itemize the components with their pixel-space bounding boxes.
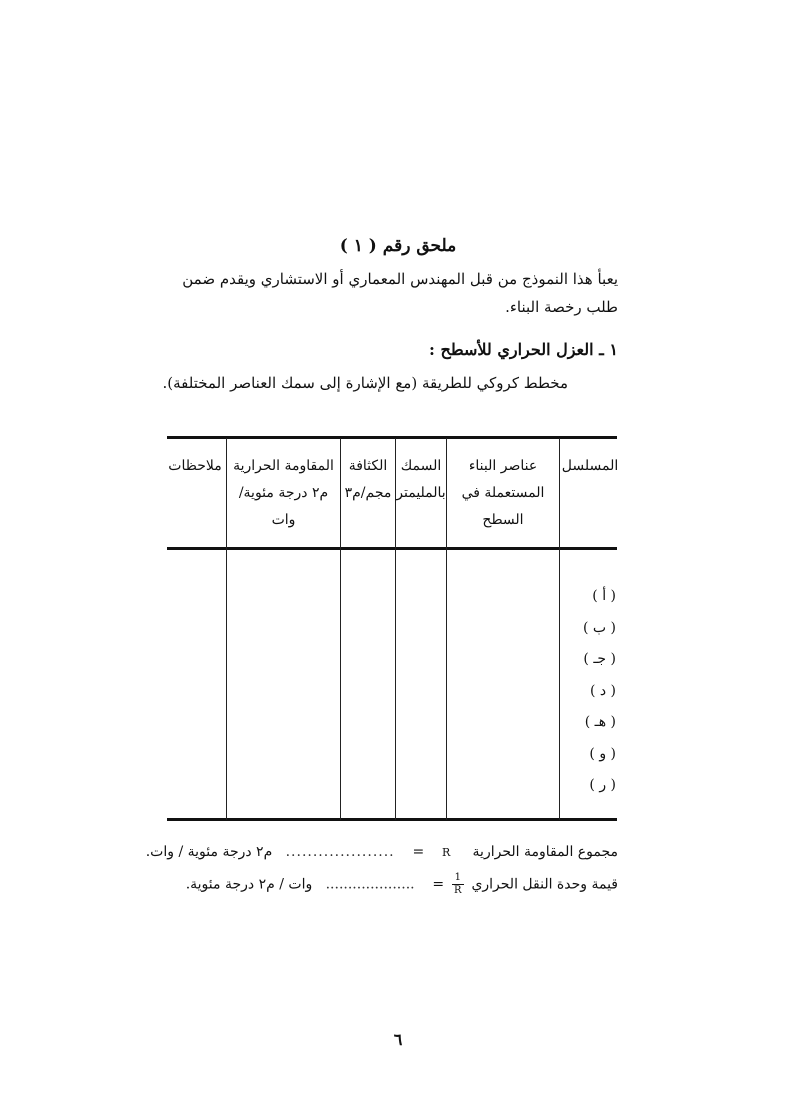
page-number: ٦ [393,1030,403,1049]
row-label: ( ب ) [582,620,616,636]
u-value-unit: وات / م٢ درجة مئوية. [185,876,313,893]
table-bottom-rule [167,818,617,821]
header-thickness: السمك بالمليمتر [396,458,446,501]
total-resistance-line [146,844,618,860]
header-serial: المسلسل [561,458,619,474]
row-label: ( هـ ) [584,714,616,730]
header-thermal-resistance: المقاومة الحرارية م٢ درجة مئوية/ وات [233,458,334,528]
u-value-line [186,872,618,897]
total-resistance-label: مجموع المقاومة الحرارية [472,844,618,860]
header-density: الكثافة مجم/م٣ [344,458,392,501]
resistance-symbol: R [441,846,451,859]
fill-in-dots: .................... [285,844,395,860]
sketch-note: مخطط كروكي للطريقة (مع الإشارة إلى سمك العناصر المختلفة). [162,374,568,392]
table-column-divider [559,438,560,820]
table-top-rule [167,436,617,439]
table-header-rule [167,547,617,550]
row-label: ( ر ) [589,777,616,793]
intro-line-2: طلب رخصة البناء. [505,298,618,316]
equals-sign: = [432,876,445,893]
section-heading: ١ ـ العزل الحراري للأسطح : [429,340,618,359]
row-label: ( د ) [589,683,616,699]
equals-sign: = [412,844,425,860]
u-value-label: قيمة وحدة النقل الحراري [471,876,618,893]
fill-in-dots: .................... [325,876,415,893]
row-label: ( أ ) [592,588,616,604]
row-label: ( و ) [589,746,616,762]
row-label: ( جـ ) [583,651,616,667]
header-notes: ملاحظات [168,458,222,474]
intro-line-1: يعبأ هذا النموذج من قبل المهندس المعماري أو الاستشاري ويقدم ضمن [182,270,618,288]
resistance-unit: م٢ درجة مئوية / وات. [145,844,273,860]
one-over-r-fraction: $\frac{1}{R}$ [452,872,464,897]
page-title: ملحق رقم ( ١ ) [339,236,457,256]
header-building-elements: عناصر البناء المستعملة في السطح [461,458,545,528]
